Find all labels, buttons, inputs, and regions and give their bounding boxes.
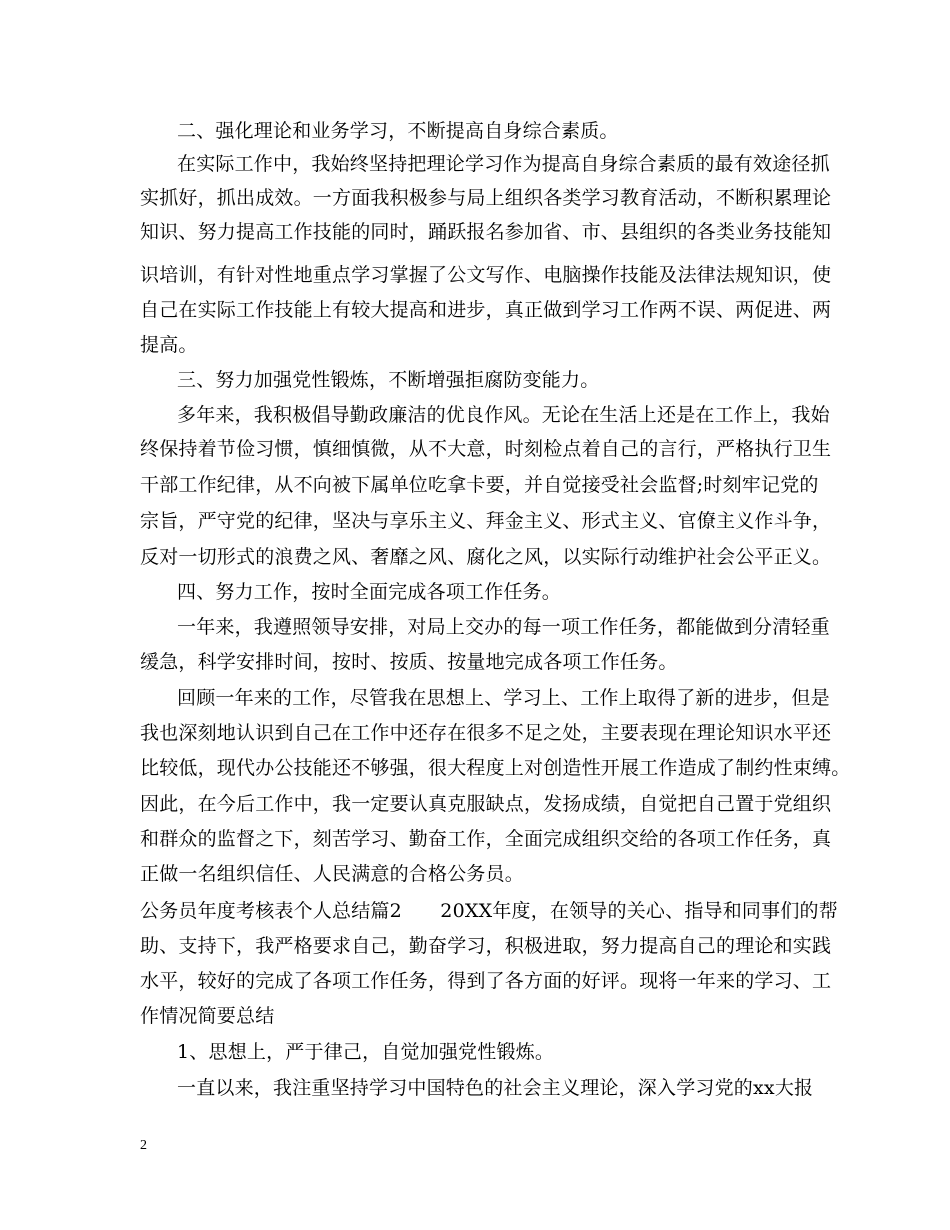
article-heading-line: 公务员年度考核表个人总结篇2 20XX年度，在领导的关心、指导和同事们的帮 [140,900,838,922]
text-line: 实抓好，抓出成效。一方面我积极参与局上组织各类学习教育活动，不断积累理论 [140,187,832,209]
section-heading-3: 三、努力加强党性锻炼，不断增强拒腐防变能力。 [177,369,600,391]
text-line: 识培训，有针对性地重点学习掌握了公文写作、电脑操作技能及法律法规知识，使 [140,264,832,286]
text-line: 水平，较好的完成了各项工作任务，得到了各方面的好评。现将一年来的学习、工 [140,970,832,992]
text-line: 提高。 [140,334,198,356]
section-heading-4: 四、努力工作，按时全面完成各项工作任务。 [177,581,562,603]
text-line: 宗旨，严守党的纪律，坚决与享乐主义、拜金主义、形式主义、官僚主义作斗争， [140,510,832,532]
text-line: 一年来，我遵照领导安排，对局上交办的每一项工作任务，都能做到分清轻重 [177,616,830,638]
text-line: 干部工作纪律，从不向被下属单位吃拿卡要，并自觉接受社会监督;时刻牢记党的 [140,474,819,496]
text-line: 一直以来，我注重坚持学习中国特色的社会主义理论，深入学习党的xx大报 [177,1077,814,1099]
text-line: 回顾一年来的工作，尽管我在思想上、学习上、工作上取得了新的进步，但是 [177,687,830,709]
text-line: 缓急，科学安排时间，按时、按质、按量地完成各项工作任务。 [140,651,678,673]
text-line: 反对一切形式的浪费之风、奢靡之风、腐化之风，以实际行动维护社会公平正义。 [140,546,832,568]
text-line: 助、支持下，我严格要求自己，勤奋学习，积极进取，努力提高自己的理论和实践 [140,935,832,957]
text-line: 我也深刻地认识到自己在工作中还存在很多不足之处，主要表现在理论知识水平还 [140,722,832,744]
text-line: 在实际工作中，我始终坚持把理论学习作为提高自身综合素质的最有效途径抓 [177,153,830,175]
text-line: 因此，在今后工作中，我一定要认真克服缺点，发扬成绩，自觉把自己置于党组织 [140,793,832,815]
text-line: 终保持着节俭习惯，慎细慎微，从不大意，时刻检点着自己的言行，严格执行卫生 [140,438,832,460]
text-line: 和群众的监督之下，刻苦学习、勤奋工作，全面完成组织交给的各项工作任务，真 [140,828,832,850]
text-line: 作情况简要总结 [140,1005,275,1027]
text-line: 多年来，我积极倡导勤政廉洁的优良作风。无论在生活上还是在工作上，我始 [177,404,830,426]
text-line: 比较低，现代办公技能还不够强，很大程度上对创造性开展工作造成了制约性束缚。 [140,757,851,779]
text-line: 知识、努力提高工作技能的同时，踊跃报名参加省、市、县组织的各类业务技能知 [140,221,832,243]
section-heading-2: 二、强化理论和业务学习，不断提高自身综合素质。 [177,120,619,142]
text-line: 自己在实际工作技能上有较大提高和进步，真正做到学习工作两不误、两促进、两 [140,299,832,321]
page-number: 2 [140,1138,147,1153]
text-line: 正做一名组织信任、人民满意的合格公务员。 [140,863,525,885]
subsection-heading-1: 1、思想上，严于律己，自觉加强党性锻炼。 [177,1041,555,1063]
